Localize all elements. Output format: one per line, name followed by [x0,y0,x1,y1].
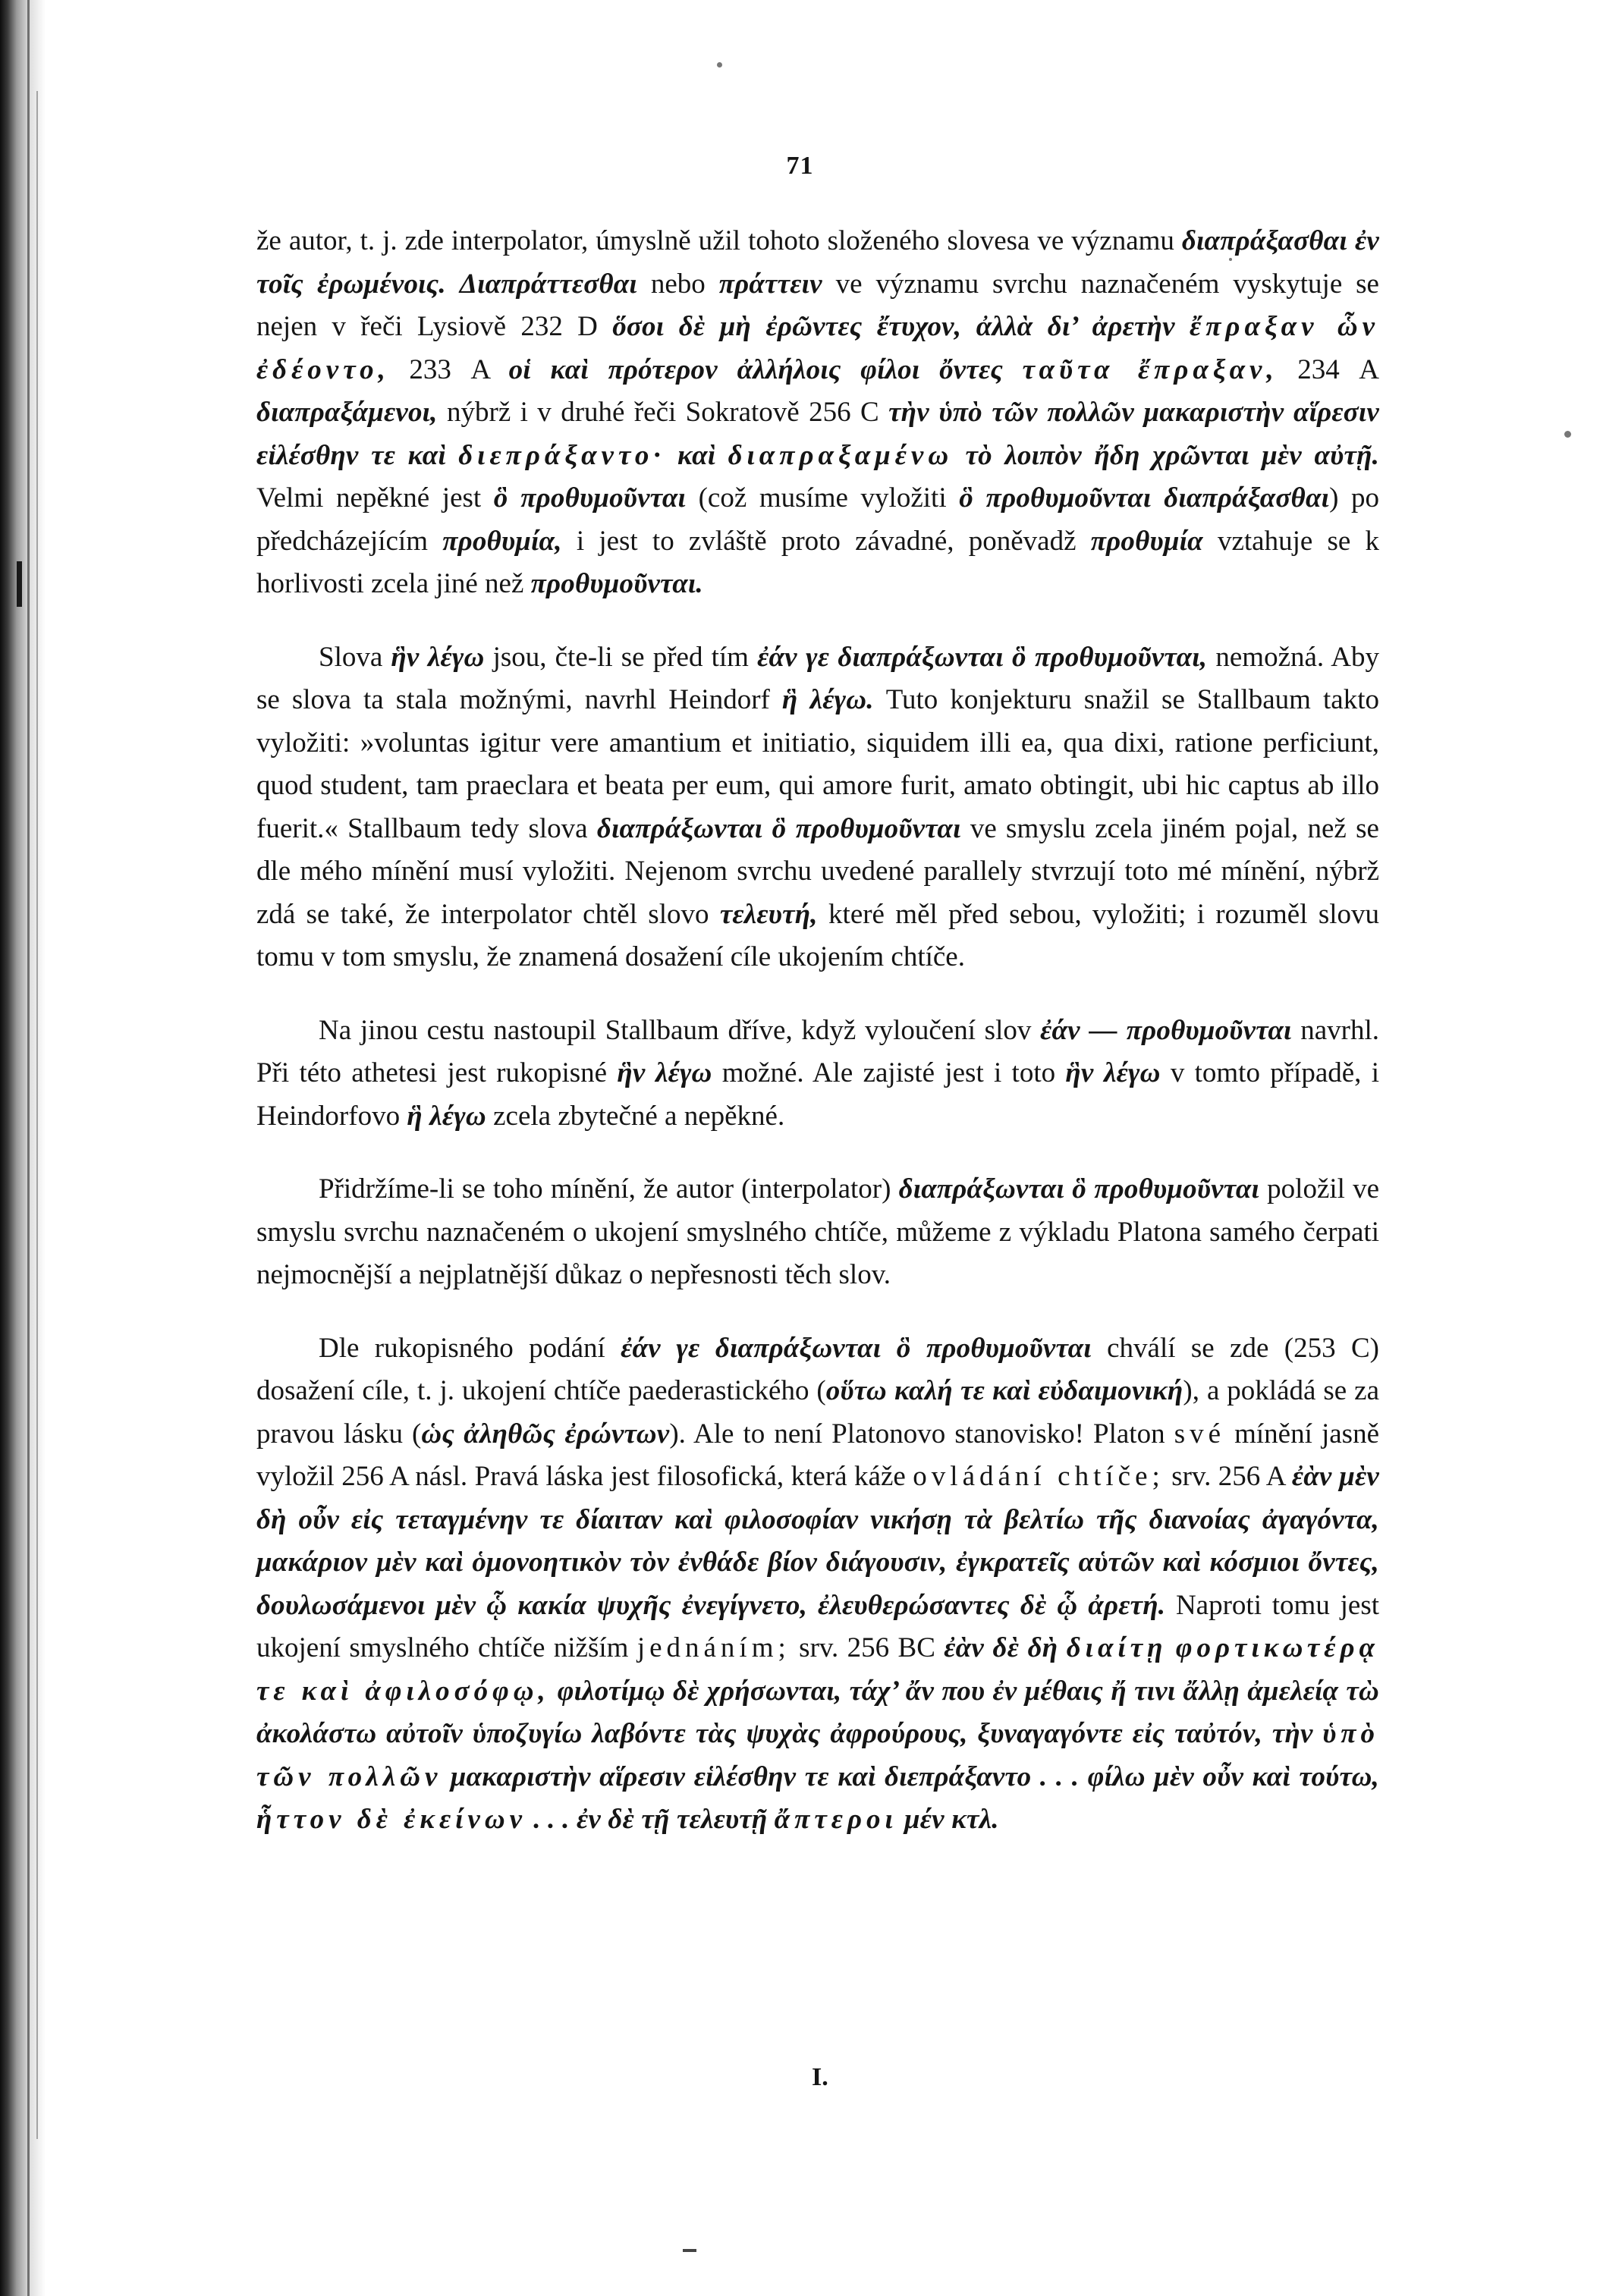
greek-quotation: προθυμία [1090,525,1203,557]
greek-quotation: τελευτή, [719,898,818,930]
greek-quotation: ταῦτα ἔπραξαν, [1022,353,1278,385]
scan-speck [717,62,722,68]
greek-quotation: ἣν λέγω [617,1057,712,1088]
greek-quotation: ἐὰν μὲν δὴ οὖν εἰς τεταγμένην τε δίαιταν καὶ φιλοσοφίαν νικήσῃ τὰ βελτίω τῆς διανοίας ἀγαγόντα, μακάριον μὲν καὶ ὁμονοητικὸν τὸν ἐνθάδε βίον διάγουσιν, ἐγκρατεῖς αὑτῶν καὶ κόσμιοι ὄντες, δουλωσάμενοι μὲν ᾧ κακία ψυχῆς ἐνεγίγνετο, ἐλευθερώσαντες δὲ ᾧ ἀρετή. [256,1461,1379,1621]
text-run: v tomto případě, i Heindorfovo [256,1057,1379,1132]
greek-quotation: τὸ λοιπὸν ἤδη χρῶνται μὲν αὐτῇ. [965,439,1380,471]
text-run: nýbrž i v druhé řeči Sokratově 256 C [437,397,889,428]
text-run: nemožná. Aby se slova ta stala možnými, navrhl Heindorf [256,641,1379,715]
greek-quotation: φορτικωτέρᾳ τε καὶ ἀφιλοσόφῳ, [256,1632,1379,1707]
text-run [1003,354,1023,385]
text-run: Dle rukopisného podání [319,1332,621,1364]
greek-quotation: ἄπτεροι [774,1804,897,1835]
text-run: vztahuje se k horlivosti zcela jiné než [256,525,1379,599]
greek-quotation: ἐὰν δὲ δὴ [944,1632,1058,1663]
scan-speck [1564,431,1571,438]
paragraph-1 [256,220,1379,606]
text-run: ). Ale to není Platonovo stanovisko! Platon [669,1418,1174,1450]
greek-quotation: διαπράξωνται ὃ προθυμοῦνται [898,1173,1260,1205]
text-run [767,1804,774,1835]
text-run [1167,1632,1175,1663]
body-text [256,220,1379,1872]
greek-quotation: ὡς ἀληθῶς ἐρώντων [421,1418,670,1450]
text-run: Na jinou cestu nastoupil Stallbaum dříve, když vyloučení slov [319,1014,1041,1046]
greek-quotation: οἱ καὶ πρότερον ἀλλήλοις φίλοι ὄντες [508,353,1004,385]
greek-quotation: μακαριστὴν αἵρεσιν εἱλέσθην τε καὶ διεπράξαντο . . . φίλω μὲν οὖν καὶ τούτω, [450,1760,1380,1792]
text-run: nebo [636,268,719,300]
text-run: Přidržíme-li se toho mínění, že autor (interpolator) [319,1173,899,1205]
scan-edge-mark [17,561,22,607]
signature-mark: I. [812,2063,828,2091]
text-run: ), a pokládá se za pravou lásku ( [256,1375,1379,1450]
greek-quotation: ἐάν γε διαπράξωνται ὃ προθυμοῦνται, [757,641,1208,673]
greek-quotation: πράττειν [718,268,822,300]
text-run [953,440,965,471]
greek-quotation: διαπραξάμενοι, [256,397,438,428]
greek-quotation: ὑπὸ τῶν πολλῶν [256,1718,1380,1792]
emphasized-text: jednáním; [636,1632,790,1663]
greek-quotation: ὅσοι δὲ μὴ ἐρῶντες ἔτυχον, ἀλλὰ δι’ ἀρετὴν [612,311,1175,342]
greek-quotation: φιλοτίμῳ δὲ χρήσωνται, τάχ’ ἄν που ἐν μέθαις ἤ τινι ἄλλῃ ἀμελείᾳ τὼ ἀκολάστω αὐτοῖν ὑποζυγίω λαβόντε τὰς ψυχὰς ἀφρούρους, ξυναγαγόντε εἰς ταὐτόν, τὴν [256,1675,1380,1749]
text-run: ve smyslu zcela jiném pojal, než se dle mého mínění musí vyložiti. Nejenom svrchu uvedené parallely stvrzují toto mé mínění, nýbrž zdá se také, že interpolator chtěl slovo [256,812,1379,930]
greek-quotation: ἣν λέγω [391,641,485,673]
text-run: i jest to zvláště proto závadné, poněvadž [561,525,1091,557]
text-run: které měl před sebou, vyložiti; i rozuměl slovu tomu v tom smyslu, že znamená dosažení cíle ukojením chtíče. [256,898,1380,972]
greek-quotation: ἣ λέγω. [781,684,874,715]
text-run [446,440,458,471]
text-run: ) po předcházejícím [256,482,1379,557]
text-run: ve významu svrchu naznačeném vyskytuje se nejen v řeči Lysiově 232 D [256,268,1379,342]
text-run [446,269,460,300]
paragraph-5 [256,1327,1379,1842]
greek-quotation: προθυμία, [442,525,562,557]
greek-quotation: ἣν λέγω [1065,1057,1161,1088]
text-run: jsou, čte-li se před tím [484,641,758,673]
text-run [1313,1718,1323,1749]
scan-edge-line [36,91,38,2139]
text-run: srv. 256 A [1164,1461,1292,1492]
scan-edge-line [27,0,30,2296]
greek-quotation: ἔπραξαν ὧν ἐδέοντο, [256,311,1380,385]
paragraph-3 [256,1010,1379,1139]
greek-quotation: διαίτῃ [1066,1632,1168,1663]
text-run [550,1676,558,1707]
greek-quotation: τὴν ὑπὸ τῶν πολλῶν μακαριστὴν αἵρεσιν εἱλέσθην τε καὶ [256,397,1380,471]
greek-quotation: διαπραξαμένω [728,439,954,471]
text-run: 234 A [1278,353,1379,385]
text-run: mínění jasně vyložil 256 A násl. Pravá láska jest filosofická, která káže [256,1418,1379,1492]
text-run: srv. 256 BC [790,1632,945,1663]
text-run: Slova [319,641,391,673]
emphasized-text: své [1174,1418,1226,1450]
text-run: položil ve smyslu svrchu naznačeném o ukojení smyslného chtíče, můžeme z výkladu Platona samého čerpati nejmocnější a nejplatnější důkaz o nepřesnosti těch slov. [256,1173,1380,1290]
greek-quotation: ἧττον δὲ ἐκείνων [256,1804,527,1835]
text-run [526,1804,533,1835]
greek-quotation: ἐάν γε διαπράξωνται ὃ προθυμοῦνται [621,1332,1092,1364]
text-run: 233 A [389,353,509,385]
text-run: (což musíme vyložiti [686,482,960,514]
text-run: chválí se zde (253 C) dosažení cíle, t. j. ukojení chtíče paederastického ( [256,1332,1379,1406]
text-run: zcela zbytečné a nepěkné. [486,1100,785,1132]
scan-speck [683,2249,696,2252]
text-run: Naproti tomu jest ukojení smyslného chtíče nižším [256,1589,1379,1663]
greek-quotation: Διαπράττεσθαι [459,268,637,300]
greek-quotation: καὶ [677,439,716,471]
greek-quotation: οὕτω καλή τε καὶ εὐδαιμονική [825,1375,1183,1406]
text-run [665,440,677,471]
greek-quotation: ἣ λέγω [407,1100,486,1132]
greek-quotation: διεπράξαντο· [458,439,665,471]
text-run [897,1804,904,1835]
greek-quotation: ὃ προθυμοῦνται διαπράξασθαι [959,482,1330,514]
text-run: že autor, t. j. zde interpolator, úmyslně užil tohoto složeného slovesa ve významu [256,225,1182,256]
greek-quotation: προθυμοῦνται. [530,568,703,599]
text-run: Tuto konjekturu snažil se Stallbaum takto vyložiti: »voluntas igitur vere amantium et initiatio, siquidem illi ea, qua dixi, ratione perficiunt, quod student, tam praeclara et beata per eum, qui amore furit, amato obtingit, ubi hic captus ab illo fuerit.« Stallbaum tedy slova [256,684,1379,844]
text-run [1058,1632,1066,1663]
text-run [715,440,728,471]
scan-left-edge-shadow [0,0,47,2296]
paragraph-2 [256,636,1379,979]
greek-quotation: ὃ προθυμοῦνται [493,482,686,514]
text-run: možné. Ale zajisté jest i toto [712,1057,1066,1088]
greek-quotation: . . . ἐν δὲ τῇ τελευτῇ [533,1804,768,1835]
emphasized-text: ovládání chtíče; [913,1461,1165,1492]
text-run: navrhl. Při této athetesi jest rukopisné [256,1014,1379,1088]
greek-quotation: ἐάν — προθυμοῦνται [1040,1014,1292,1046]
text-run [1175,311,1190,342]
text-run [442,1761,450,1792]
text-run: Velmi nepěkné jest [256,482,494,514]
greek-quotation: διαπράξασθαι ἐν τοῖς ἐρωμένοις. [256,225,1379,300]
greek-quotation: διαπράξωνται ὃ προθυμοῦνται [596,812,961,844]
greek-quotation: μέν κτλ. [904,1804,999,1835]
paragraph-4 [256,1168,1379,1297]
page-number: 71 [786,152,814,180]
